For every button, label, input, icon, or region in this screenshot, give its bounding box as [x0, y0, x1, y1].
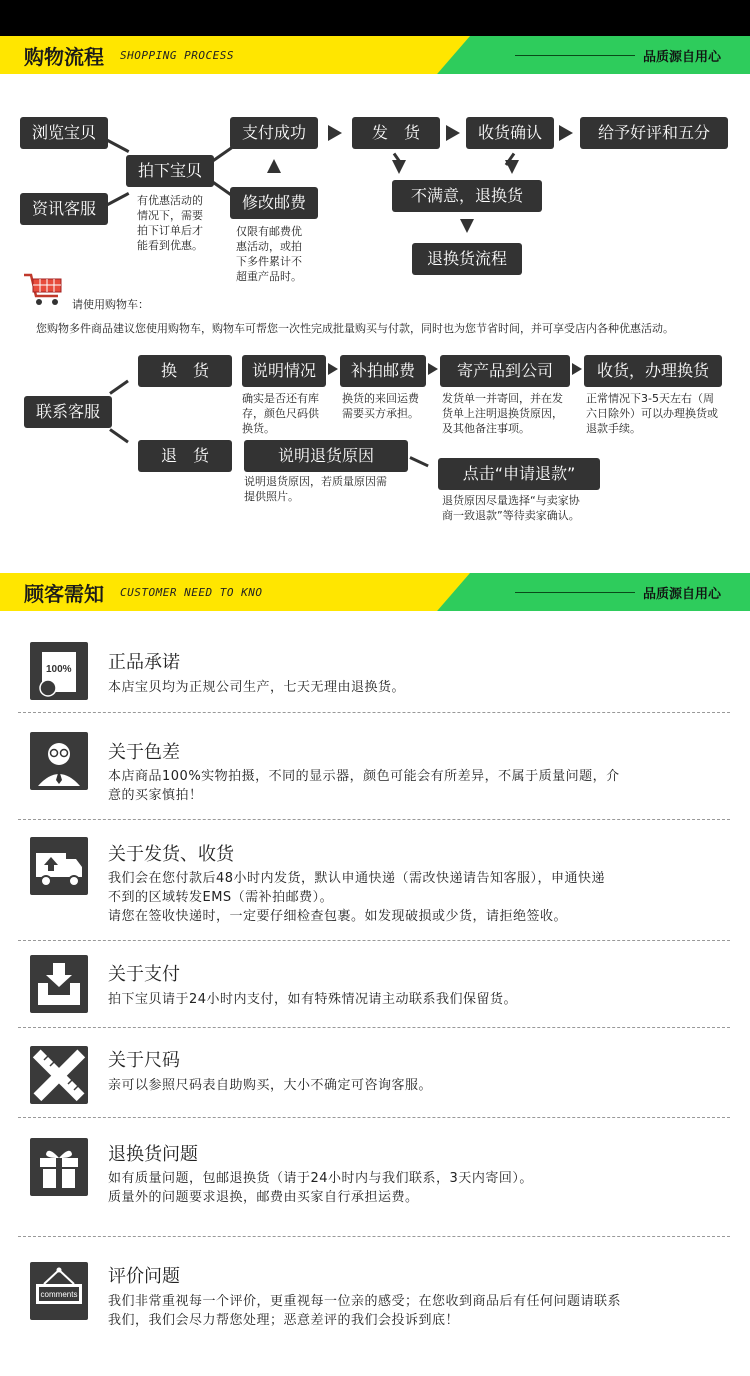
section-subtitle: SHOPPING PROCESS	[120, 49, 234, 62]
header-slogan: 品质源自用心	[643, 587, 722, 602]
notice-title: 退换货问题	[108, 1144, 198, 1165]
arrow-connector	[109, 428, 129, 443]
step-exchange: 换 货	[138, 355, 232, 387]
svg-text:100%: 100%	[46, 664, 72, 675]
step-confirm-receipt: 收货确认	[466, 117, 554, 149]
section-header-shopping	[0, 36, 750, 74]
step-customer-service: 资讯客服	[20, 193, 108, 225]
section-title: 顾客需知	[24, 582, 104, 606]
notice-text: 我们非常重视每一个评价，更重视每一位亲的感受；在您收到商品后有任何问题请联系 我们，我们会尽力帮您处理；恶意差评的我们会投诉到底！	[108, 1294, 622, 1328]
notice-title: 关于支付	[108, 964, 180, 985]
header-divider-line	[515, 55, 635, 56]
arrow-right-icon	[559, 125, 573, 141]
arrow-down-icon	[392, 160, 406, 174]
step-positive-review: 给予好评和五分	[580, 117, 728, 149]
step-explain: 说明情况	[242, 355, 326, 387]
postage-note: 换货的来回运费 需要买方承担。	[342, 392, 419, 420]
divider	[18, 1236, 730, 1237]
step-process-exchange: 收货，办理换货	[584, 355, 722, 387]
notice-title: 关于尺码	[108, 1050, 180, 1071]
notice-text: 我们会在您付款后48小时内发货，默认申通快递（需改快递请告知客服），申通快递 不到的区域转发EMS（需补拍邮费）。 请您在签收快递时，一定要仔细检查包裹。如发现破损或少货，请拒绝签收。	[108, 871, 606, 924]
notice-title: 正品承诺	[108, 652, 180, 673]
arrow-up-icon	[267, 159, 281, 173]
comments-sign-icon	[30, 1262, 88, 1320]
step-browse: 浏览宝贝	[20, 117, 108, 149]
apply-note: 退货原因尽量选择“与卖家协 商一致退款”等待卖家确认。	[442, 494, 580, 522]
reason-note: 说明退货原因，若质量原因需 提供照片。	[244, 475, 387, 503]
notice-title: 关于发货、收货	[108, 844, 234, 865]
send-back-note: 发货单一并寄回，并在发 货单上注明退换货原因， 及其他备注事项。	[442, 392, 563, 435]
notice-text: 拍下宝贝请于24小时内支付，如有特殊情况请主动联系我们保留货。	[108, 992, 518, 1007]
top-black-bar	[0, 0, 750, 36]
arrow-down-icon	[460, 219, 474, 233]
header-slogan: 品质源自用心	[643, 50, 722, 65]
certificate-icon	[30, 642, 88, 700]
arrow-connector	[409, 456, 428, 467]
arrow-connector	[211, 147, 232, 163]
step-contact-service: 联系客服	[24, 396, 112, 428]
svg-text:comments: comments	[40, 1290, 78, 1299]
notice-title: 评价问题	[108, 1266, 180, 1287]
step-extra-postage: 补拍邮费	[340, 355, 426, 387]
gift-box-icon	[30, 1138, 88, 1196]
divider	[18, 1027, 730, 1028]
arrow-connector	[109, 380, 129, 395]
shopping-cart-icon	[22, 272, 66, 308]
step-ship: 发 货	[352, 117, 440, 149]
step-return-flow: 退换货流程	[412, 243, 522, 275]
step-apply-refund: 点击“申请退款”	[438, 458, 600, 490]
divider	[18, 940, 730, 941]
step-send-back: 寄产品到公司	[440, 355, 570, 387]
ruler-cross-icon	[30, 1046, 88, 1104]
divider	[18, 819, 730, 820]
notice-title: 关于色差	[108, 742, 180, 763]
cart-description: 您购物多件商品建议您使用购物车，购物车可帮您一次性完成批量购买与付款，同时也为您节省时间，并可享受店内各种优惠活动。	[36, 322, 674, 335]
divider	[18, 712, 730, 713]
header-divider-line	[515, 592, 635, 593]
notice-text: 亲可以参照尺码表自助购买，大小不确定可咨询客服。	[108, 1078, 433, 1093]
section-header-customer	[0, 573, 750, 611]
section-subtitle: CUSTOMER NEED TO KNO	[120, 586, 263, 599]
download-tray-icon	[30, 955, 88, 1013]
arrow-right-icon	[328, 363, 338, 375]
arrow-right-icon	[428, 363, 438, 375]
arrow-right-icon	[328, 125, 342, 141]
order-note: 有优惠活动的 情况下，需要 拍下订单后才 能看到优惠。	[137, 194, 203, 252]
step-unsatisfied: 不满意，退换货	[392, 180, 542, 212]
arrow-down-icon	[505, 160, 519, 174]
delivery-truck-icon	[30, 837, 88, 895]
arrow-right-icon	[572, 363, 582, 375]
step-payment-success: 支付成功	[230, 117, 318, 149]
divider	[18, 1117, 730, 1118]
notice-text: 本店商品100%实物拍摄，不同的显示器，颜色可能会有所差异，不属于质量问题，介 意的买家慎拍！	[108, 769, 620, 803]
notice-text: 本店宝贝均为正规公司生产，七天无理由退换货。	[108, 680, 406, 695]
person-glasses-icon	[30, 732, 88, 790]
step-refund: 退 货	[138, 440, 232, 472]
step-modify-postage: 修改邮费	[230, 187, 318, 219]
receive-note: 正常情况下3-5天左右（周 六日除外）可以办理换货或 退款手续。	[586, 392, 718, 435]
notice-text: 如有质量问题，包邮退换货（请于24小时内与我们联系，3天内寄回）。 质量外的问题要求退换，邮费由买家自行承担运费。	[108, 1171, 533, 1205]
arrow-right-icon	[446, 125, 460, 141]
step-return-reason: 说明退货原因	[244, 440, 408, 472]
modify-note: 仅限有邮费优 惠活动，或拍 下多件累计不 超重产品时。	[236, 225, 302, 283]
section-title: 购物流程	[24, 45, 104, 69]
explain-note: 确实是否还有库 存，颜色尺码供 换货。	[242, 392, 319, 435]
step-place-order: 拍下宝贝	[126, 155, 214, 187]
cart-label: 请使用购物车：	[72, 298, 149, 311]
